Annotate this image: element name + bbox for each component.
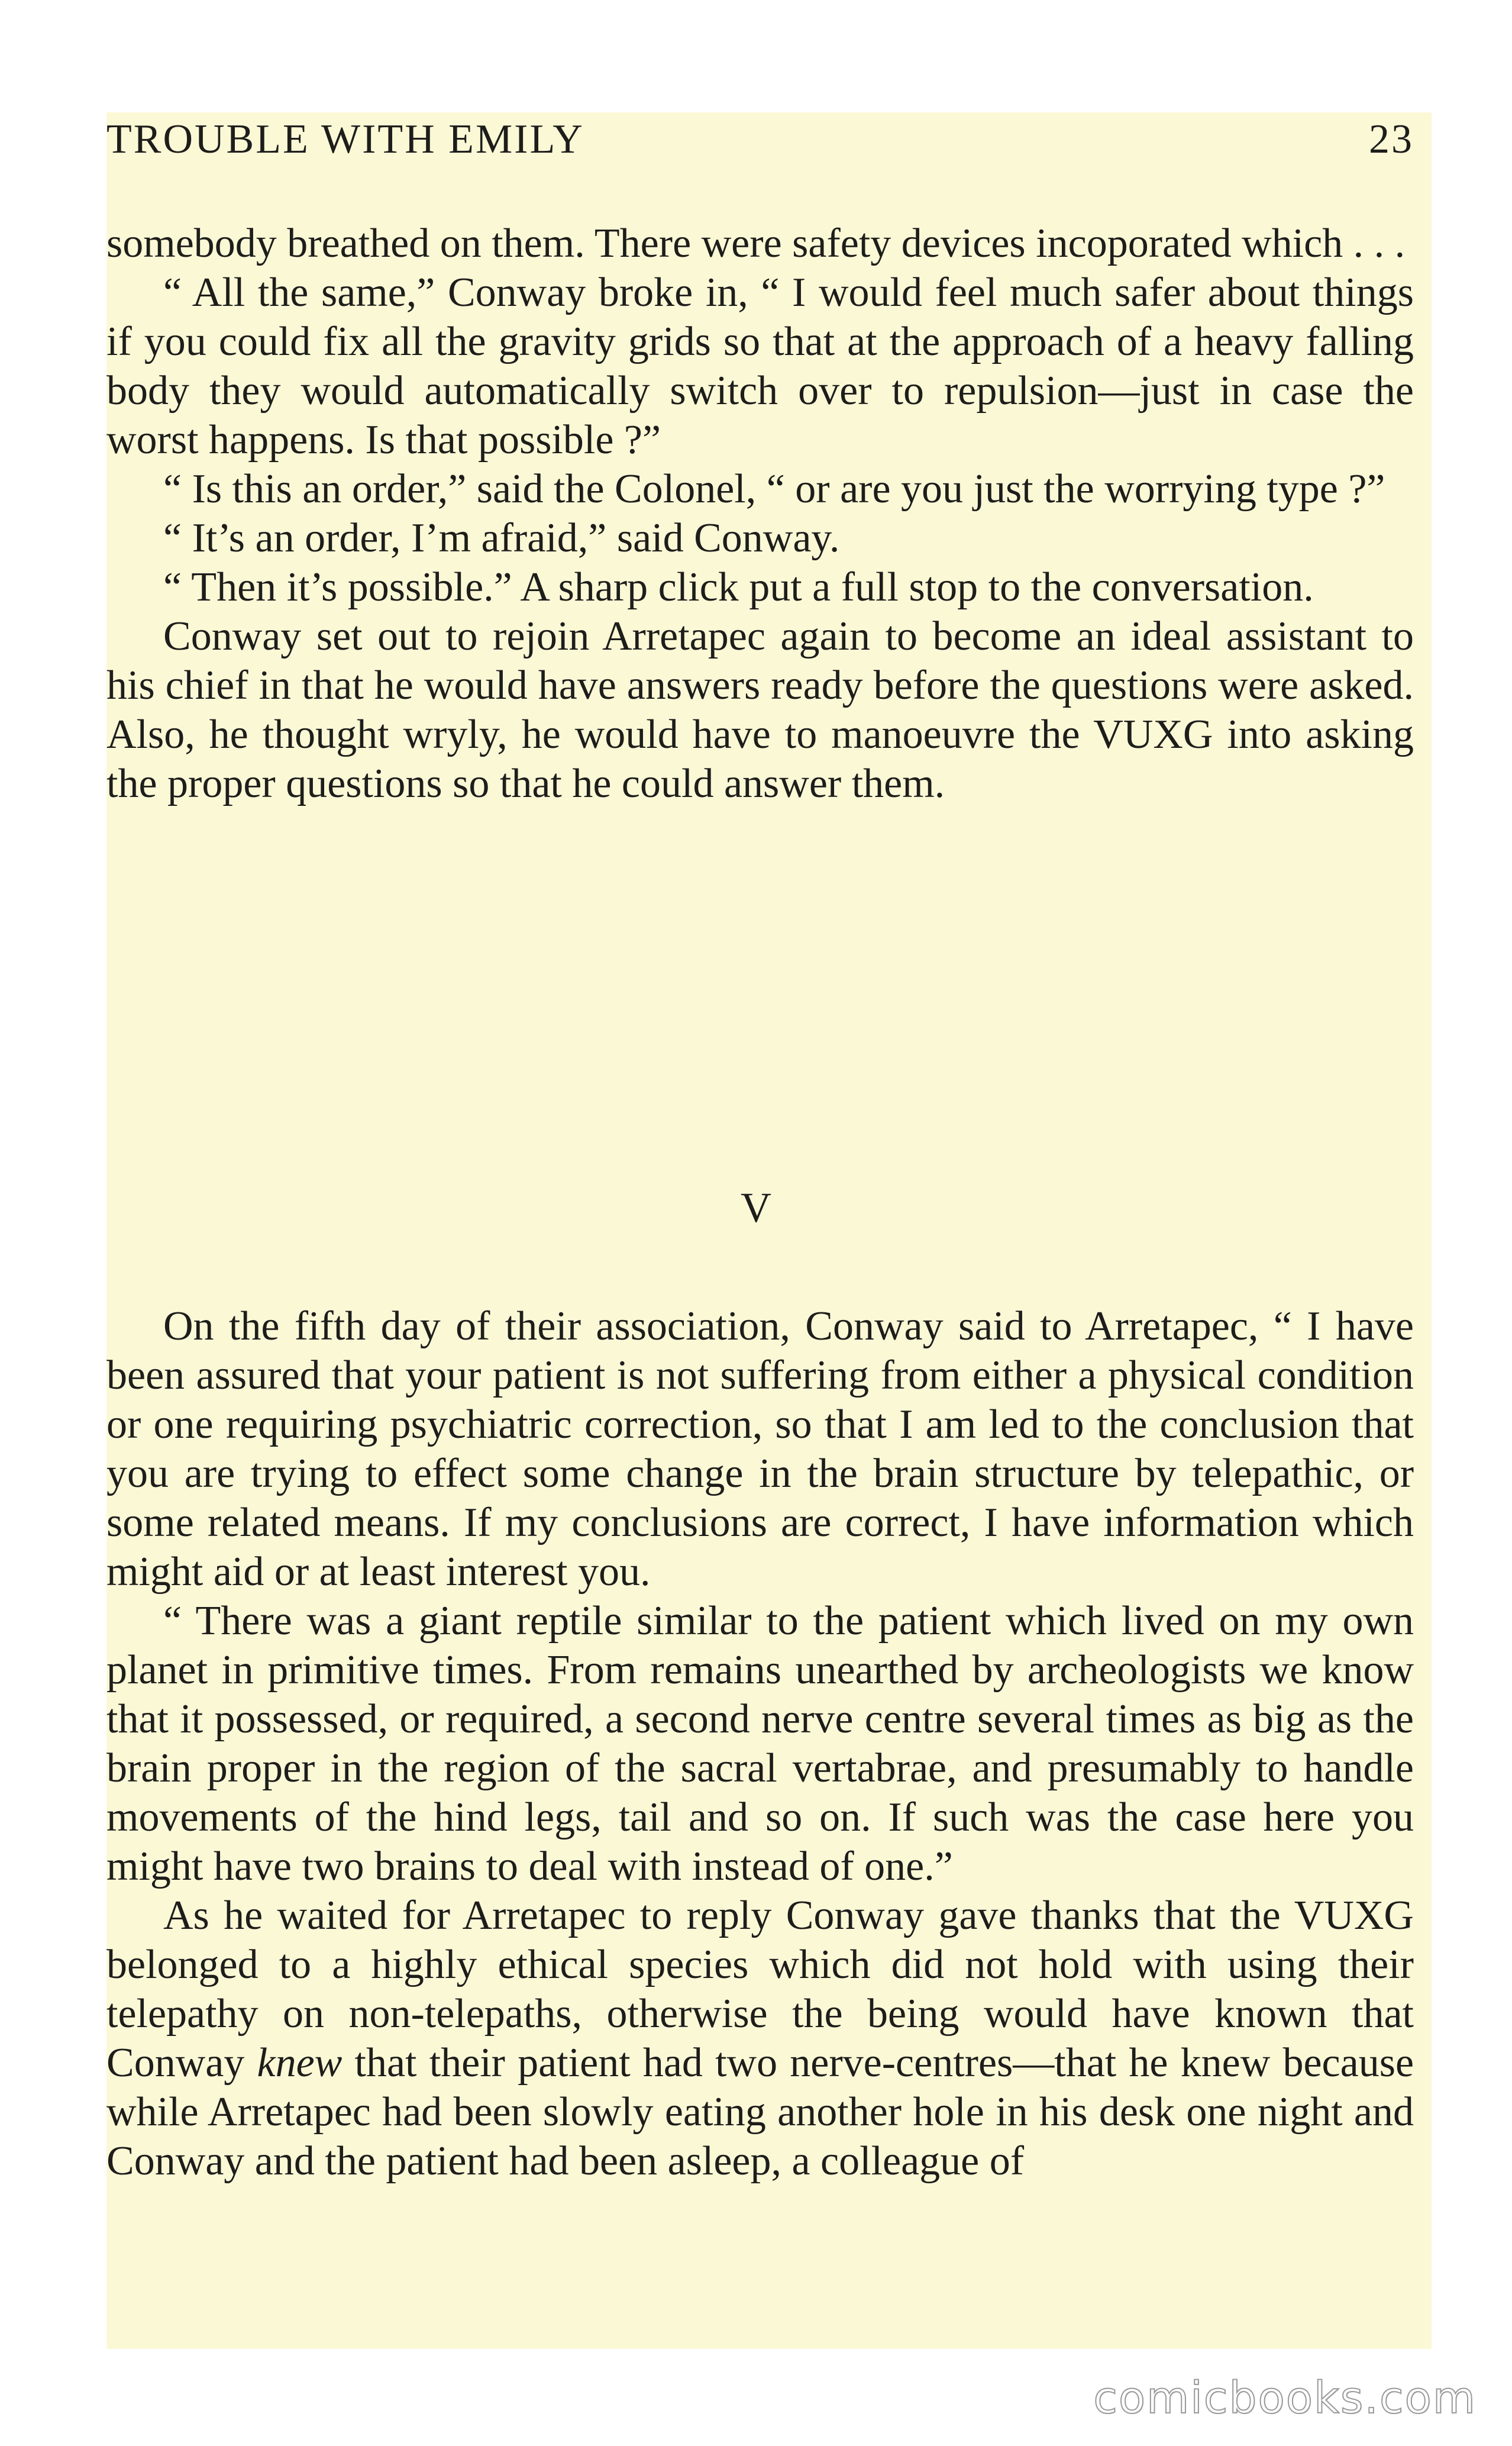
section-heading: V bbox=[741, 1184, 771, 1231]
running-head-title: TROUBLE WITH EMILY bbox=[106, 117, 584, 162]
paragraph: “ There was a giant reptile similar to the patient which lived on my own planet in primitive times. From remains unearthed by archeologists we know that it possessed, or required, a second nerve centre several times as big as the brain proper in the region of the sacral vertabrae, and presumably to handle movements of the hind legs, tail and so on. If such was the case here you might have two brains to deal with instead of one.” bbox=[106, 1598, 1414, 1889]
paragraph: “ Then it’s possible.” A sharp click put a full stop to the conversation. bbox=[163, 564, 1314, 610]
running-head bbox=[106, 116, 1414, 181]
text-block-before-section bbox=[106, 219, 1414, 808]
paragraph: “ All the same,” Conway broke in, “ I would feel much safer about things if you could fix all the gravity grids so that at the approach of a heavy falling body they would automatically switch over to repulsion—just in case the worst happens. Is that possible ?” bbox=[106, 270, 1414, 463]
page-number: 23 bbox=[1369, 117, 1414, 162]
paragraph: somebody breathed on them. There were safety devices incoporated which . . . bbox=[106, 221, 1406, 266]
paragraph: On the fifth day of their association, Conway said to Arretapec, “ I have been assured that your patient is not suffering from either a physical condition or one requiring psychiatric correction, so that I am led to the conclusion that you are trying to effect some change in the brain structure by telepathic, or some related means. If my conclusions are correct, I have information which might aid or at least interest you. bbox=[106, 1303, 1414, 1595]
watermark: comicbooks.com bbox=[1093, 2373, 1477, 2424]
paragraph: “ Is this an order,” said the Colonel, “ or are you just the worrying type ?” bbox=[163, 466, 1385, 512]
paragraph-text: As he waited for Arretapec to reply Conway gave thanks that the VUXG belonged to a highly ethical species which did not hold with using their telepathy on non-telepaths, otherwise the being would have known that Conway bbox=[106, 1893, 1414, 2086]
paragraph: “ It’s an order, I’m afraid,” said Conway. bbox=[163, 515, 840, 561]
paragraph-text: that their patient had two nerve-centres—that he knew because while Arretapec had been slowly eating another hole in his desk one night and Conway and the patient had been asleep, a colleague of bbox=[106, 2040, 1414, 2184]
paragraph: Conway set out to rejoin Arretapec again to become an ideal assistant to his chief in that he would have answers ready before the questions were asked. Also, he thought wryly, he would have to manoeuvre the VUXG into asking the proper questions so that he could answer them. bbox=[106, 614, 1414, 806]
text-block-after-section bbox=[106, 1302, 1414, 2186]
emphasis-knew: knew bbox=[257, 2040, 343, 2086]
paragraph bbox=[106, 1891, 1414, 2186]
